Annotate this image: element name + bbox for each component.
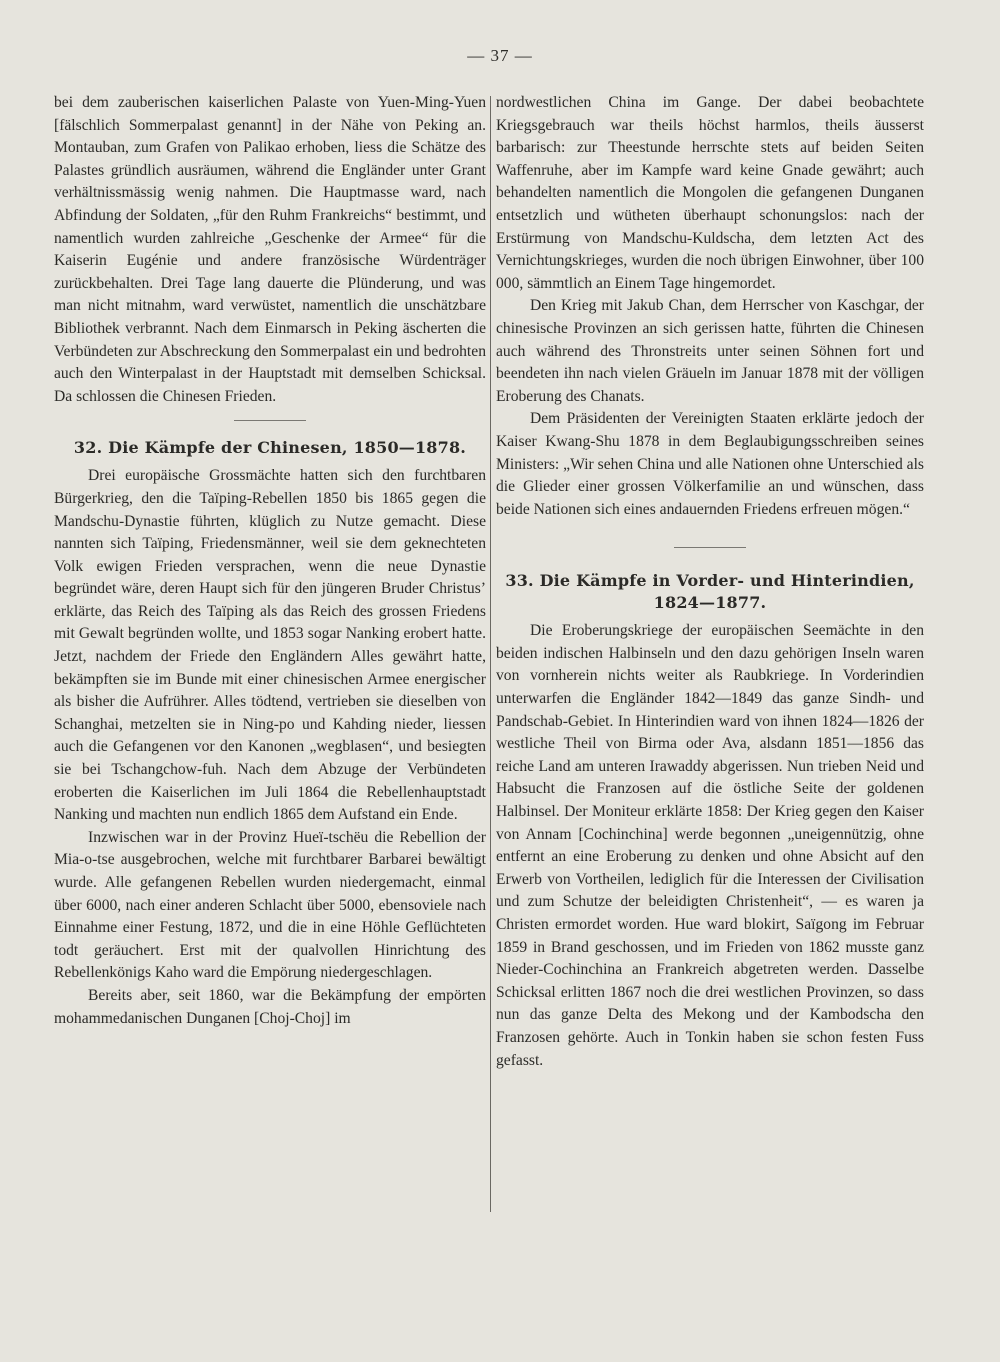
section-rule [234, 420, 306, 421]
section-heading-32: 32. Die Kämpfe der Chinesen, 1850—1878. [73, 438, 467, 458]
left-paragraph-3: Inzwischen war in der Provinz Hueï-tschëu die Rebellion der Mia-o-tse ausgebrochen, welche mit furchtbarer Barbarei bewältigt wurde. Alle gefangenen Rebellen wurden niedergemacht, einmal über 6000, nach einer anderen Schlacht über 5000, ebensoviele nach Einnahme einer Festung, 1872, und die in eine Höhle Geflüchteten todt geräuchert. Erst mit der qualvollen Hinrichtung des Rebellenkönigs Kaho ward die Empörung niedergeschlagen. [54, 828, 486, 982]
right-paragraph-1: nordwestlichen China im Gange. Der dabei beobachtete Kriegsgebrauch war theils höchst harmlos, theils äusserst barbarisch: zur Theestunde herrschte stets auf beiden Seiten Waffenruhe, aber im Kampfe ward keine Gnade gewährt; auch behandelten namentlich die Mongolen die gefangenen Dunganen entsetzlich und wütheten überhaupt schonungslos: nach der Erstürmung von Mandschu-Kuldscha, dem letzten Act des Vernichtungskrieges, wurden die noch übrigen Einwohner, über 100 000, sämmtlich an Einem Tage hingemordet. [496, 94, 924, 292]
left-column [54, 92, 486, 1030]
section-heading-33-line2: 1824—1877. [653, 593, 767, 613]
section-rule [674, 547, 746, 548]
section-heading-33 [496, 570, 924, 614]
section-heading-33-line1: 33. Die Kämpfe in Vorder- und Hinterindien, [505, 571, 915, 591]
left-paragraph-4: Bereits aber, seit 1860, war die Bekämpfung der empörten mohammedanischen Dunganen [Choj-Choj] im [54, 986, 486, 1027]
right-paragraph-4: Die Eroberungskriege der europäischen Seemächte in den beiden indischen Halbinseln und den dazu gehörigen Inseln waren von vornherein nichts weiter als Raubkriege. In Vorderindien unterwarfen die Engländer 1842—1849 das ganze Sindh- und Pandschab-Gebiet. In Hinterindien ward von ihnen 1824—1826 der westliche Theil von Birma oder Ava, alsdann 1851—1856 das reiche Land am unteren Irawaddy abgerissen. Nun trieben Neid und Habsucht die Franzosen auf die östliche Seite der goldenen Halbinsel. Der Moniteur erklärte 1858: Der Krieg gegen den Kaiser von Annam [Cochinchina] werde begonnen „uneigennützig, ohne entfernt an eine Eroberung zu denken und ohne Absicht auf den Erwerb von Vortheilen, lediglich für die Interessen der Civilisation und zum Schutze der beleidigten Christenheit“, — es waren ja Christen ermordet worden. Hue ward blokirt, Saïgong im Februar 1859 in Brand geschossen, und im Frieden von 1862 musste ganz Nieder-Cochinchina an Frankreich abgetreten werden. Dasselbe Schicksal erlitten 1867 noch die drei westlichen Provinzen, so dass nun das ganze Delta des Mekong und der Kambodscha den Franzosen gehörte. Auch in Tonkin haben sie schon festen Fuss gefasst. [496, 622, 924, 1069]
column-divider [490, 96, 491, 1212]
left-paragraph-2: Drei europäische Grossmächte hatten sich den furchtbaren Bürgerkrieg, den die Taïping-Rebellen 1850 bis 1865 gegen die Mandschu-Dynastie führten, klüglich zu Nutze gemacht. Diese nannten sich Taïping, Friedensmänner, weil sie dem geknechteten Volk ewigen Frieden versprachen, wenn die neue Dynastie begründet wäre, deren Haupt sich für den jüngeren Bruder Christus’ erklärte, das Reich des Taïping als das Reich des grossen Friedens mit Gewalt begründen wollte, und 1853 sogar Nanking erobert hatte. Jetzt, nachdem der Friede den Engländern Alles gewährt hatte, bekämpften sie im Bunde mit einer chinesischen Armee energischer als bisher die Aufrührer. Alles tödtend, vertrieben sie dieselben von Schanghai, metzelten sie in Ning-po und Kahding nieder, liessen auch die Gefangenen vor den Kanonen „wegblasen“, und besiegten sie bei Tschangchow-fuh. Nach dem Abzuge der Verbündeten eroberten die Kaiserlichen im Juli 1864 die Rebellenhauptstadt Nanking und machten nun endlich 1865 dem Aufstand ein Ende. [54, 467, 486, 824]
right-column [496, 92, 924, 1072]
right-paragraph-2: Den Krieg mit Jakub Chan, dem Herrscher von Kaschgar, der chinesische Provinzen an sich gerissen hatte, führten die Chinesen auch während des Thronstreits unter seinen Söhnen fort und beendeten ihn nach vielen Gräueln im Januar 1878 mit der völligen Eroberung des Chanats. [496, 297, 924, 405]
page-number: — 37 — [467, 46, 533, 65]
right-paragraph-3: Dem Präsidenten der Vereinigten Staaten erklärte jedoch der Kaiser Kwang-Shu 1878 in dem Beglaubigungsschreiben seines Ministers: „Wir sehen China und alle Nationen ohne Unterschied als die Glieder einer grossen Völkerfamilie an und wünschen, dass beide Nationen sich eines andauernden Friedens erfreuen mögen.“ [496, 410, 924, 518]
left-paragraph-1: bei dem zauberischen kaiserlichen Palaste von Yuen-Ming-Yuen [fälschlich Sommerpalast genannt] in der Nähe von Peking an. Montauban, zum Grafen von Palikao erhoben, liess die Schätze des Palastes gründlich ausräumen, während die Engländer unter Grant verhältnissmässig wenig nahmen. Die Hauptmasse ward, nach Abfindung der Soldaten, „für den Ruhm Frankreichs“ bestimmt, und namentlich wurden zahlreiche „Geschenke der Armee“ für die Kaiserin Eugénie und andere französische Würdenträger zurückbehalten. Drei Tage lang dauerte die Plünderung, und was man nicht mitnahm, ward verwüstet, namentlich die unschätzbare Bibliothek verbrannt. Nach dem Einmarsch in Peking äscherten die Verbündeten zur Abschreckung den Sommerpalast ein und bedrohten auch den Winterpalast in der Hauptstadt mit demselben Schicksal. Da schlossen die Chinesen Frieden. [54, 94, 486, 405]
